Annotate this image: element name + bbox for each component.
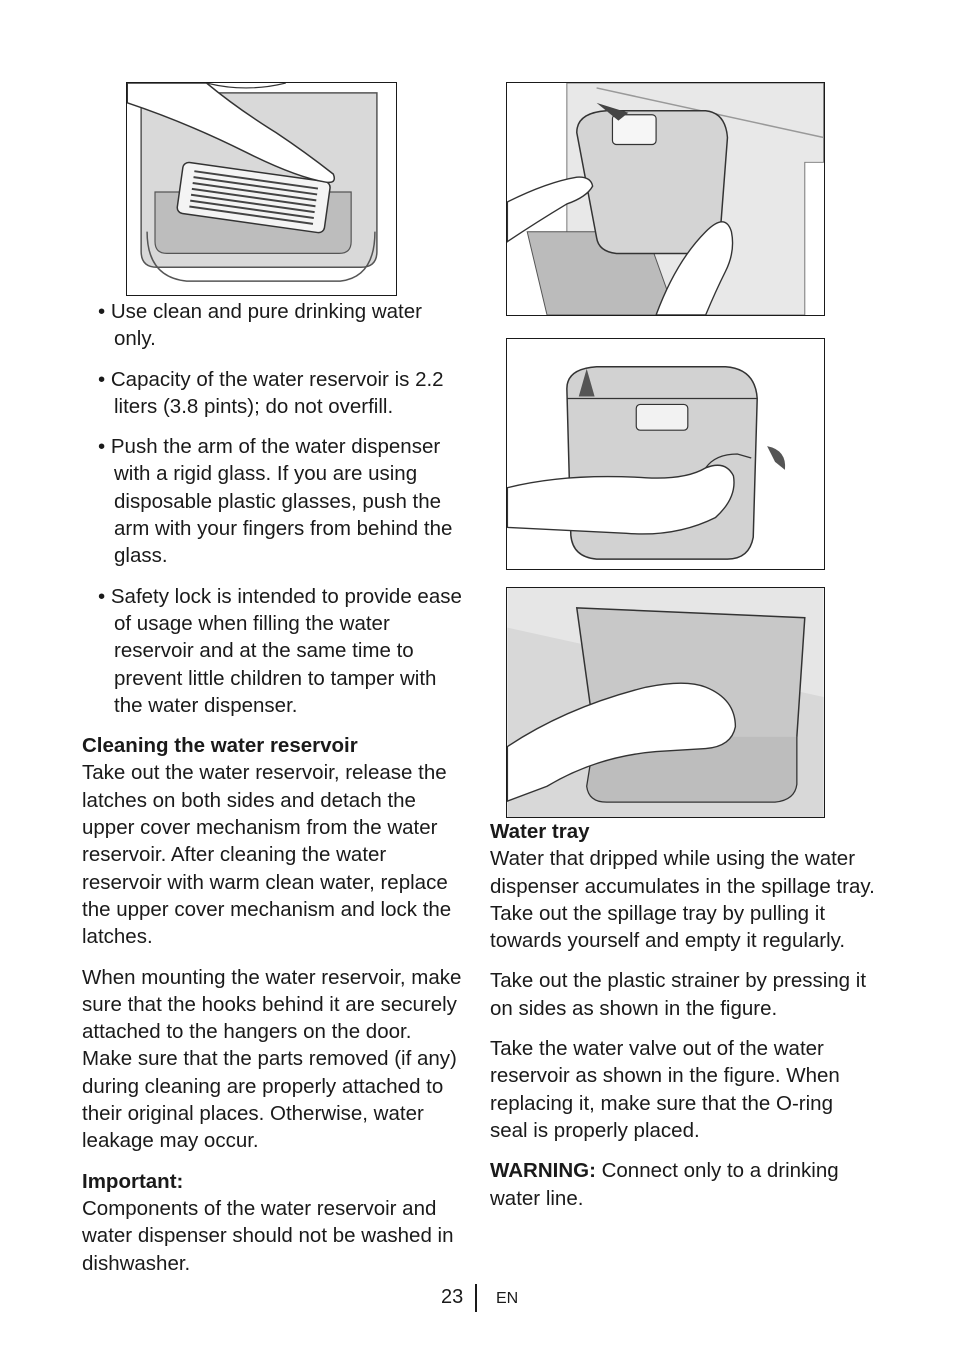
mounting-text: When mounting the water reservoir, make sure that the hooks behind it are securely attached to the hangers on the door. Make sure that the parts removed (if any) during cleaning are properly attached to their original places. Otherwise, water leakage may occur. [82,965,462,1153]
warning-label: WARNING: [490,1159,596,1183]
cleaning-section [82,732,467,950]
warning-section [490,1157,875,1212]
left-column [82,298,467,1290]
figure-dispenser-grille [126,82,397,296]
important-section [82,1168,467,1277]
figure-remove-reservoir [506,82,825,316]
language-code: EN [496,1290,519,1307]
strainer-text: Take out the plastic strainer by pressing it on sides as shown in the figure. [490,969,867,1020]
cleaning-text: Take out the water reservoir, release the latches on both sides and detach the upper cover mechanism from the water reservoir. After cleaning the water reservoir with warm clean water, replace the upper cover mechanism and lock the latches. [82,761,452,949]
right-column [490,818,875,1225]
important-text: Components of the water reservoir and water dispenser should not be washed in dishwasher. [82,1196,454,1275]
tray-section [490,818,875,954]
tray-heading: Water tray [490,820,590,843]
page-number: 23 [441,1286,464,1308]
tray-text: Water that dripped while using the water dispenser accumulates in the spillage tray. Take out the spillage tray by pulling it towards yourself and empty it regularly. [490,847,875,953]
figure-spillage-tray [506,587,825,818]
valve-text: Take the water valve out of the water reservoir as shown in the figure. When replacing it, make sure that the O-ring seal is properly placed. [490,1037,840,1142]
detach-cover-illustration [507,339,824,569]
remove-reservoir-illustration [507,83,824,315]
cleaning-heading: Cleaning the water reservoir [82,734,358,758]
bullet-item: • Use clean and pure drinking water only. [98,300,422,351]
bullet-item: • Push the arm of the water dispenser with a rigid glass. If you are using disposable plastic glasses, push the arm with your fingers from behind the glass. [98,435,453,568]
figure-detach-cover [506,338,825,570]
bullet-item: • Safety lock is intended to provide ease of usage when filling the water reservoir and at the same time to prevent little children to tamper with the water dispenser. [98,584,462,717]
page-footer [0,1284,954,1314]
dispenser-grille-illustration [127,83,396,295]
bullet-item: • Capacity of the water reservoir is 2.2 liters (3.8 pints); do not overfill. [98,367,444,418]
spillage-tray-illustration [507,588,824,817]
warning-text: Connect only to a drinking water line. [490,1159,839,1210]
footer-separator [475,1284,477,1312]
important-heading: Important: [82,1169,184,1193]
